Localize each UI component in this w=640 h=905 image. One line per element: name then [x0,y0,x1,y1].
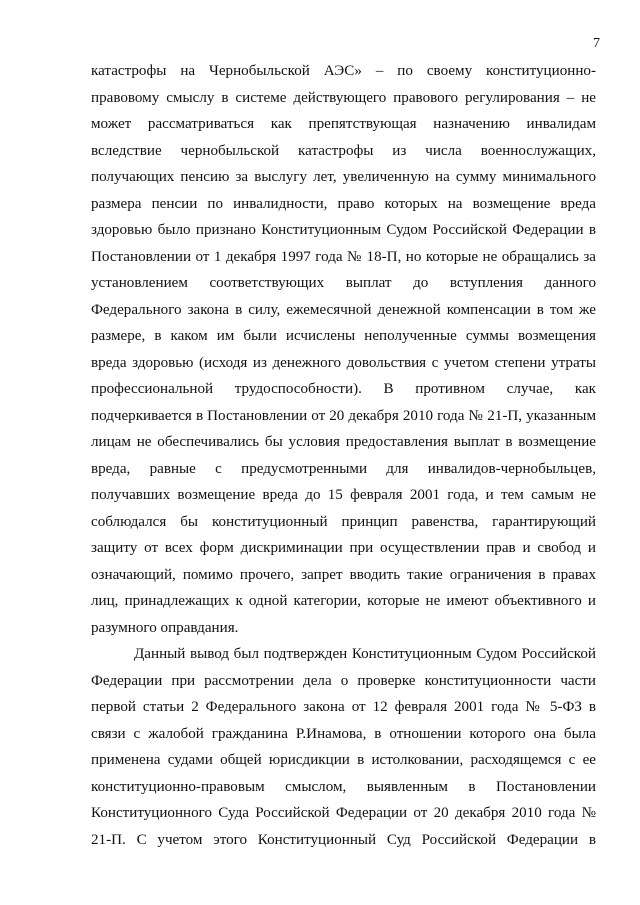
text-line: вреда здоровью (исходя из денежного довольствия с учетом степени утраты [91,354,596,371]
text-line: 21-П. С учетом этого Конституционный Суд Российской Федерации в [91,831,596,848]
text-line: конституционно-правовым смыслом, выявленным в Постановлении [91,778,596,795]
text-line: вследствие чернобыльской катастрофы из числа военнослужащих, [91,142,596,159]
page-number: 7 [593,36,600,51]
text-line: связи с жалобой гражданина Р.Инамова, в отношении которого она была [91,725,596,742]
text-line: защиту от всех форм дискриминации при осуществлении прав и свобод и [91,540,596,556]
text-line: правовому смыслу в системе действующего правового регулирования – не [91,89,596,106]
text-line: установлением соответствующих выплат до вступления данного [91,275,596,291]
text-line: размере, в каком им были исчислены неполученные суммы возмещения [91,328,596,344]
text-line: означающий, помимо прочего, запрет вводить такие ограничения в правах [91,566,596,583]
text-line: Федерального закона в силу, ежемесячной денежной компенсации в том же [91,301,596,318]
text-line: профессиональной трудоспособности). В противном случае, как [91,381,596,397]
text-line: размера пенсии по инвалидности, право которых на возмещение вреда [91,195,596,212]
text-line: соблюдался бы конституционный принцип равенства, гарантирующий [91,513,596,530]
text-line: применена судами общей юрисдикции в истолковании, расходящемся с ее [91,752,596,768]
text-line: Федерации при рассмотрении дела о проверке конституционности части [91,672,596,689]
text-line: здоровью было признано Конституционным Судом Российской Федерации в [91,222,596,238]
text-line: может рассматриваться как препятствующая назначению инвалидам [91,116,596,132]
document-body [91,58,596,853]
text-line: лицам не обеспечивались бы условия предоставления выплат в возмещение [91,434,596,450]
text-line: Постановлении от 1 декабря 1997 года № 18-П, но которые не обращались за [91,248,596,265]
text-line: Данный вывод был подтвержден Конституционным Судом Российской [134,646,596,662]
text-line: вреда, равные с предусмотренными для инвалидов-чернобыльцев, [91,460,596,477]
text-line: получающих пенсию за выслугу лет, увеличенную на сумму минимального [91,169,596,185]
text-line: первой статьи 2 Федерального закона от 12 февраля 2001 года № 5-ФЗ в [91,699,596,715]
text-line: Конституционного Суда Российской Федерации от 20 декабря 2010 года № [91,805,596,821]
text-line: получавших возмещение вреда до 15 февраля 2001 года, и тем самым не [91,487,596,503]
paragraph-2 [91,641,596,853]
paragraph-1 [91,58,596,641]
text-line: катастрофы на Чернобыльской АЭС» – по своему конституционно- [91,63,596,79]
text-line: разумного оправдания. [91,619,239,636]
text-line: лиц, принадлежащих к одной категории, которые не имеют объективного и [91,593,596,609]
text-line: подчеркивается в Постановлении от 20 декабря 2010 года № 21-П, указанным [91,407,596,424]
